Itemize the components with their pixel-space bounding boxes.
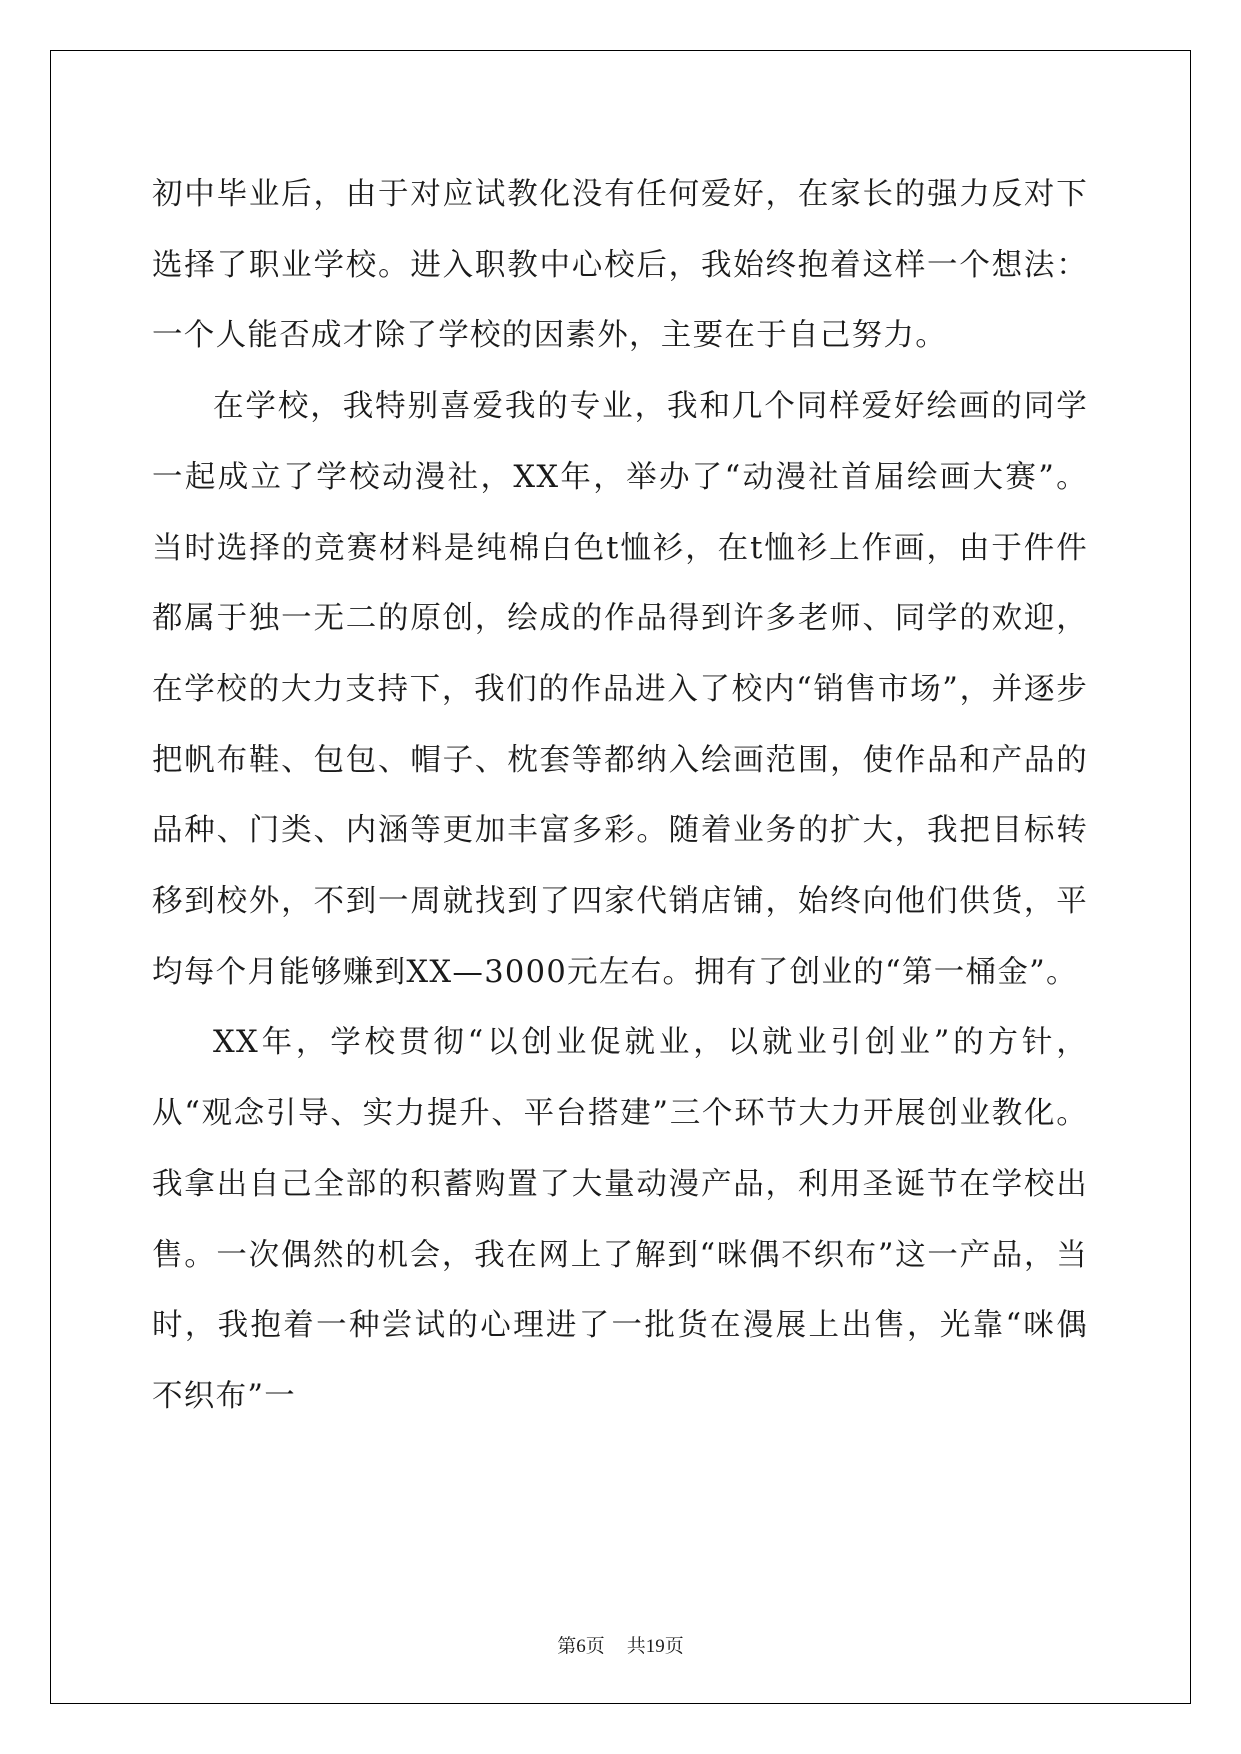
footer-total-prefix: 共 [626, 1635, 646, 1657]
footer-page-suffix: 页 [585, 1635, 605, 1657]
footer-prefix: 第 [557, 1635, 577, 1657]
paragraph-1: 初中毕业后，由于对应试教化没有任何爱好，在家长的强力反对下选择了职业学校。进入职教中心校后，我始终抱着这样一个想法：一个人能否成才除了学校的因素外，主要在于自己努力。 [152, 177, 1088, 354]
total-page-count: 19 [645, 1636, 665, 1657]
current-page-number: 6 [576, 1636, 586, 1657]
page-footer [0, 1634, 1241, 1659]
document-body [152, 160, 1088, 1433]
paragraph-2: 在学校，我特别喜爱我的专业，我和几个同样爱好绘画的同学一起成立了学校动漫社，XX年，举办了“动漫社首届绘画大赛”。当时选择的竞赛材料是纯棉白色t恤衫，在t恤衫上作画，由于件件都属于独一无二的原创，绘成的作品得到许多老师、同学的欢迎，在学校的大力支持下，我们的作品进入了校内“销售市场”，并逐步把帆布鞋、包包、帽子、枕套等都纳入绘画范围，使作品和产品的品种、门类、内涵等更加丰富多彩。随着业务的扩大，我把目标转移到校外，不到一周就找到了四家代销店铺，始终向他们供货，平均每个月能够赚到XX—3000元左右。拥有了创业的“第一桶金”。 [152, 389, 1088, 990]
footer-total-suffix: 页 [664, 1635, 684, 1657]
paragraph-3: XX年，学校贯彻“以创业促就业，以就业引创业”的方针，从“观念引导、实力提升、平台搭建”三个环节大力开展创业教化。我拿出自己全部的积蓄购置了大量动漫产品，利用圣诞节在学校出售。一次偶然的机会，我在网上了解到“咪偶不织布”这一产品，当时，我抱着一种尝试的心理进了一批货在漫展上出售，光靠“咪偶不织布”一 [152, 1025, 1088, 1414]
